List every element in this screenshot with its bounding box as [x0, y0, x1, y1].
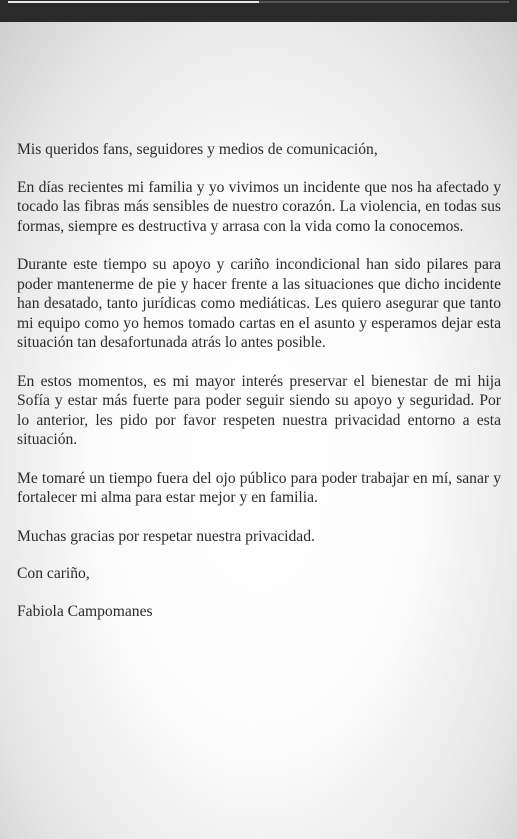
letter-closing: Con cariño, [17, 565, 90, 582]
letter-paragraph-4: Me tomaré un tiempo fuera del ojo público para poder trabajar en mí, sanar y fortalecer mi alma para estar mejor y en familia. [17, 469, 501, 506]
letter-greeting: Mis queridos fans, seguidores y medios de comunicación, [17, 141, 378, 158]
letter-page [0, 22, 517, 839]
story-progress-bar [8, 1, 509, 3]
letter-paragraph-1: En días recientes mi familia y yo vivimos un incidente que nos ha afectado y tocado las fibras más sensibles de nuestro corazón. La violencia, en todas sus formas, siempre es destructiva y arrasa con la vida como la conocemos. [17, 178, 501, 235]
letter-thanks: Muchas gracias por respetar nuestra privacidad. [17, 527, 315, 545]
letter-signature: Fabiola Campomanes [17, 602, 153, 620]
letter-body [17, 140, 501, 639]
story-top-bar [0, 0, 517, 22]
letter-paragraph-3: En estos momentos, es mi mayor interés preservar el bienestar de mi hija Sofía y estar más fuerte para poder seguir siendo su apoyo y seguridad. Por lo anterior, les pido por favor respeten nuestra privacidad entorno a esta situación. [17, 372, 501, 448]
letter-paragraph-2: Durante este tiempo su apoyo y cariño incondicional han sido pilares para poder mantenerme de pie y hacer frente a las situaciones que dicho incidente han desatado, tanto jurídicas como mediáticas. Les quiero asegurar que tanto mi equipo como yo hemos tomado cartas en el asunto y esperamos dejar esta situación tan desafortunada atrás lo antes posible. [17, 256, 501, 351]
story-progress-fill [8, 1, 259, 3]
